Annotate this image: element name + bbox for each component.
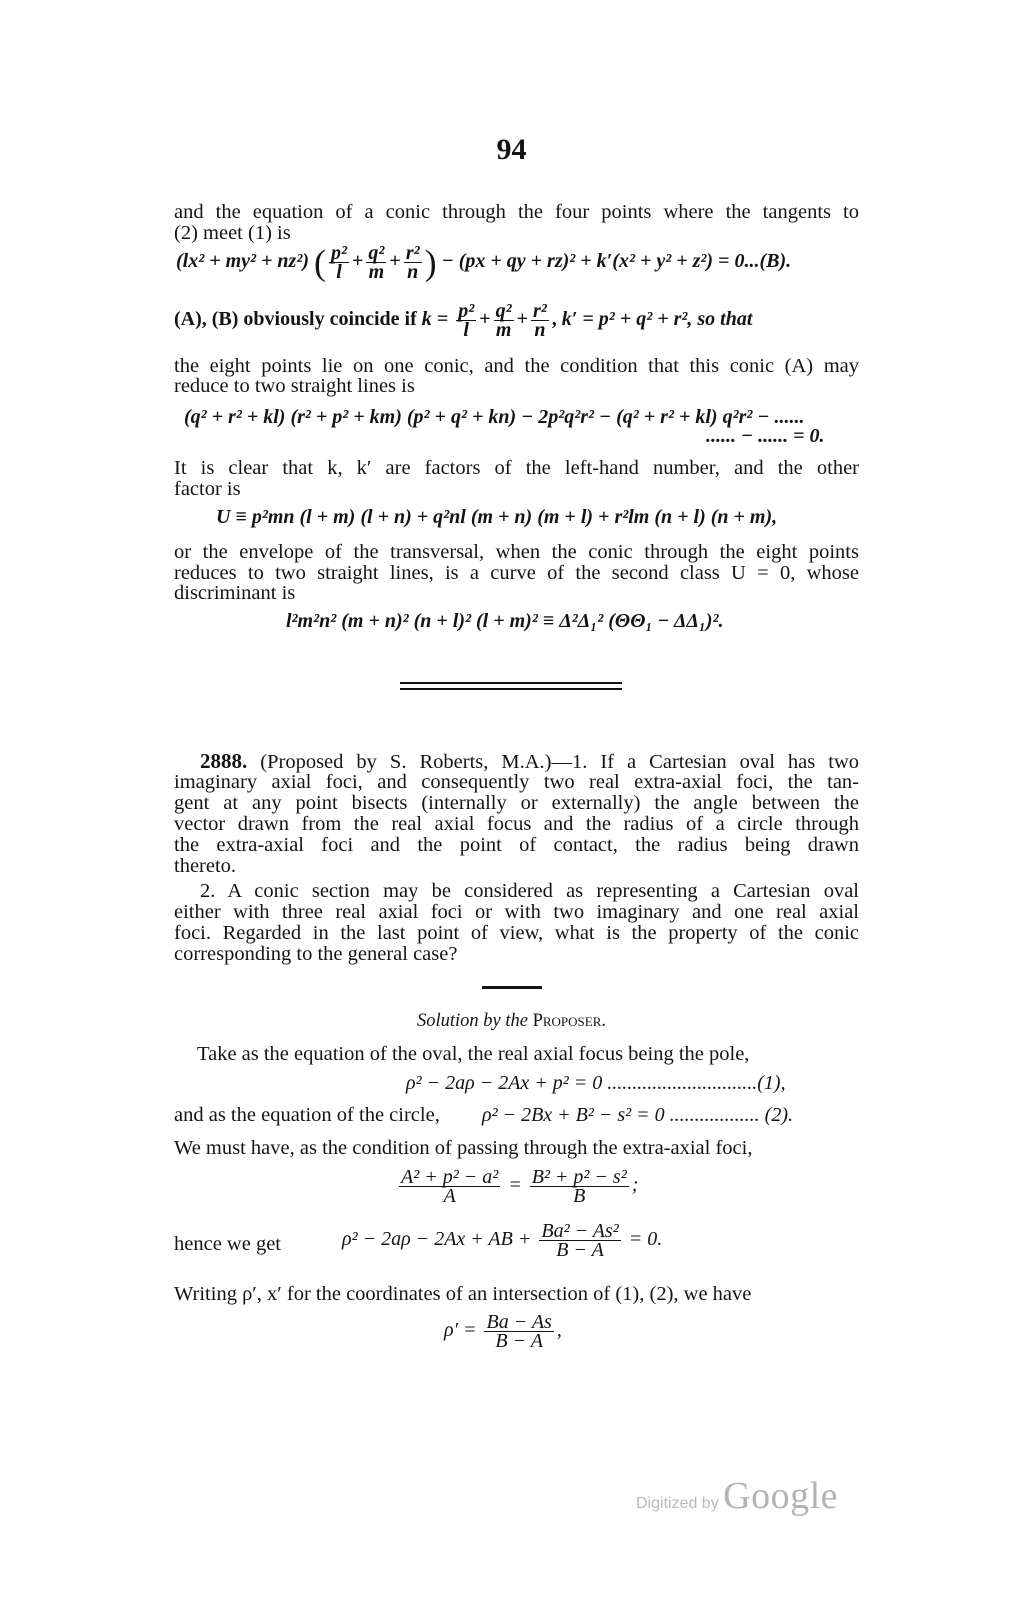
text-line: hence we get: [174, 1233, 281, 1255]
denominator: l: [336, 261, 342, 283]
comma: ,: [551, 308, 557, 331]
text-line: and as the equation of the circle,: [174, 1104, 440, 1126]
fraction: [329, 244, 349, 281]
coincide-line: [174, 302, 752, 339]
denominator: m: [495, 319, 512, 341]
problem-line: either with three real axial foci or with two imaginary and one real axial: [174, 901, 859, 923]
problem-line: foci. Regarded in the last point of view, what is the property of the conic: [174, 922, 859, 944]
text-line: the eight points lie on one conic, and the condition that this conic (A) may: [174, 355, 859, 377]
problem-line: thereto.: [174, 855, 237, 877]
text-line: Writing ρ′, x′ for the coordinates of an intersection of (1), (2), we have: [174, 1283, 752, 1305]
denominator: n: [407, 261, 419, 283]
equation-fragment: k =: [421, 308, 449, 331]
paren-open: (: [314, 242, 326, 283]
text-fragment: (Proposed by S. Roberts, M.A.)—1. If a Cartesian oval has two: [260, 751, 859, 773]
equation-1: ρ² − 2aρ − 2Ax + p² = 0 ..............................(1),: [406, 1072, 786, 1094]
numerator: p²: [331, 242, 347, 264]
problem-line: 2. A conic section may be considered as representing a Cartesian oval: [200, 880, 859, 902]
numerator: p²: [458, 300, 475, 322]
problem-line: gent at any point bisects (internally or externally) the angle between the: [174, 792, 859, 814]
comma: ,: [556, 1319, 562, 1342]
problem-line: [200, 751, 859, 772]
numerator: A² + p² − a²: [401, 1166, 499, 1188]
problem-line: corresponding to the general case?: [174, 943, 458, 965]
watermark-prefix: Digitized by: [636, 1495, 719, 1512]
text-line: We must have, as the condition of passing through the extra-axial foci,: [174, 1137, 753, 1159]
text-line: Take as the equation of the oval, the real axial focus being the pole,: [197, 1043, 750, 1065]
numerator: B² + p² − s²: [531, 1166, 627, 1188]
separator-rule: [400, 688, 622, 690]
page-number: 94: [496, 133, 527, 166]
equation-3: [342, 1222, 662, 1259]
fraction: [539, 1222, 620, 1259]
numerator: q²: [495, 300, 512, 322]
plus-sign: +: [516, 308, 528, 331]
denominator: n: [534, 319, 546, 341]
equals-sign: =: [508, 1174, 522, 1197]
plus-sign: +: [389, 250, 401, 273]
equation-fragment: − (px + qy + rz)² + k′(x² + y² + z²) = 0...(B).: [441, 250, 792, 273]
equation-2: ρ² − 2Bx + B² − s² = 0 .................. (2).: [482, 1104, 793, 1126]
equation-fragment: k′ = p² + q² + r², so that: [561, 308, 753, 331]
equation-B: [176, 244, 791, 281]
fraction: [530, 1168, 629, 1205]
short-rule: [482, 986, 542, 989]
equation-condition-foci: [396, 1168, 638, 1205]
problem-line: the extra-axial foci and the point of contact, the radius being drawn: [174, 834, 859, 856]
equation-condition-cont: ...... − ...... = 0.: [706, 425, 825, 447]
denominator: A: [443, 1185, 456, 1207]
equation-fragment: ρ² − 2aρ − 2Ax + AB +: [342, 1228, 532, 1251]
fraction: [366, 244, 386, 281]
problem-number: 2888.: [200, 749, 248, 773]
google-logo: Google: [723, 1475, 839, 1517]
numerator: r²: [533, 300, 547, 322]
denominator: B: [573, 1185, 586, 1207]
text-line: discriminant is: [174, 582, 296, 604]
text-line: It is clear that k, k′ are factors of the left-hand number, and the other: [174, 457, 859, 479]
equation-discriminant: l²m²n² (m + n)² (n + l)² (l + m)² ≡ Δ²Δ₁² (ΘΘ₁ − ΔΔ₁)².: [286, 610, 724, 632]
separator-rule: [400, 682, 622, 684]
solution-heading: [0, 1011, 1023, 1031]
text-line: reduce to two straight lines is: [174, 375, 415, 397]
digitized-watermark: [636, 1474, 838, 1518]
text-fragment: Solution by the: [416, 1011, 528, 1031]
equation-condition: (q² + r² + kl) (r² + p² + km) (p² + q² + kn) − 2p²q²r² − (q² + r² + kl) q²r² − ......: [184, 406, 805, 428]
denominator: m: [368, 261, 385, 283]
text-line: and the equation of a conic through the four points where the tangents to: [174, 201, 859, 223]
numerator: r²: [405, 242, 420, 264]
denominator: B − A: [556, 1239, 604, 1261]
author-name: Proposer.: [532, 1011, 607, 1031]
text-line: (2) meet (1) is: [174, 222, 291, 244]
numerator: q²: [368, 242, 385, 264]
paren-close: ): [424, 242, 437, 283]
equation-fragment: = 0.: [628, 1228, 663, 1251]
fraction: [404, 244, 422, 281]
fraction: [484, 1313, 553, 1350]
equation-fragment: ρ′ =: [444, 1319, 477, 1342]
equation-U: U ≡ p²mn (l + m) (l + n) + q²nl (m + n) (m + l) + r²lm (n + l) (n + m),: [216, 506, 778, 528]
equation-fragment: (lx² + my² + nz²): [176, 250, 309, 273]
text-line: reduces to two straight lines, is a curve of the second class U = 0, whose: [174, 562, 859, 584]
numerator: Ba − As: [486, 1311, 552, 1333]
problem-line: imaginary axial foci, and consequently two real extra-axial foci, the tan-: [174, 771, 859, 793]
equation-rho: [444, 1313, 562, 1350]
text-line: or the envelope of the transversal, when the conic through the eight points: [174, 541, 859, 563]
fraction: [531, 302, 549, 339]
denominator: l: [463, 319, 469, 341]
plus-sign: +: [352, 250, 364, 273]
fraction: [399, 1168, 500, 1205]
fraction: [494, 302, 514, 339]
fraction: [456, 302, 476, 339]
text-fragment: (A), (B) obviously coincide if: [174, 308, 417, 331]
denominator: B − A: [495, 1330, 543, 1352]
plus-sign: +: [479, 308, 491, 331]
semicolon: ;: [631, 1174, 639, 1197]
numerator: Ba² − As²: [541, 1220, 619, 1242]
problem-line: vector drawn from the real axial focus and the radius of a circle through: [174, 813, 859, 835]
text-line: factor is: [174, 478, 241, 500]
